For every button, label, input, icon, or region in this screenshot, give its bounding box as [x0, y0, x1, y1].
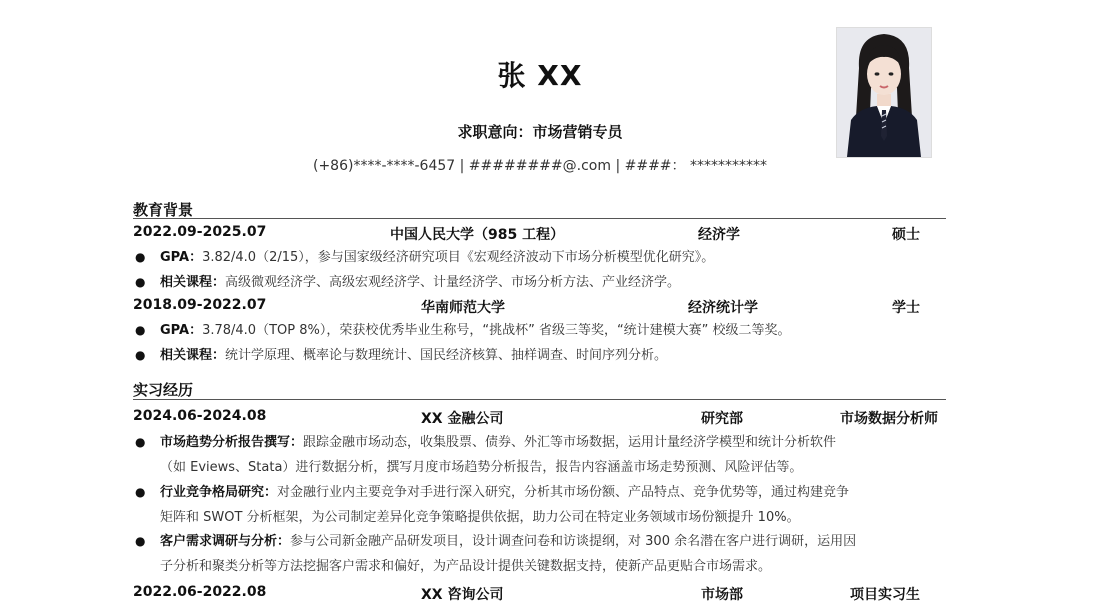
- bullet-text: 跟踪金融市场动态，收集股票、债券、外汇等市场数据，运用计量经济学模型和统计分析软件: [303, 435, 837, 450]
- bullet-icon: ●: [135, 534, 146, 548]
- education-entry-header: [133, 224, 946, 246]
- bullet-lead: 相关课程：: [160, 275, 226, 290]
- bullet-lead: 客户需求调研与分析：: [160, 534, 291, 549]
- entry-date: 2022.09-2025.07: [133, 224, 267, 240]
- bullet-icon: ●: [135, 435, 146, 449]
- bullet-icon: ●: [135, 485, 146, 499]
- profile-photo: [836, 27, 932, 158]
- bullet-text: 3.82/4.0（2/15），参与国家级经济研究项目《宏观经济波动下市场分析模型优化研究》。: [202, 250, 715, 265]
- contact-info: (+86)****-****-6457 | ########@.com | ####： ***********: [312, 158, 767, 174]
- education-entry-header: [133, 297, 946, 319]
- internship-entry-header: [133, 584, 946, 606]
- bullet-text: 参与公司新金融产品研发项目，设计调查问卷和访谈提纲，对 300 余名潜在客户进行调研，运用因: [290, 534, 857, 549]
- school-name: 华南师范大学: [421, 300, 505, 316]
- major: 经济学: [698, 227, 740, 243]
- bullet-text: （如 Eviews、Stata）进行数据分析，撰写月度市场趋势分析报告，报告内容涵盖市场走势预测、风险评估等。: [160, 460, 803, 475]
- company-name: XX 咨询公司: [421, 587, 504, 603]
- candidate-name: 张 XX: [497, 59, 583, 92]
- department: 研究部: [701, 411, 743, 427]
- bullet-lead: 行业竞争格局研究：: [160, 485, 278, 500]
- section-title-education: 教育背景: [133, 201, 194, 219]
- bullet-text: 统计学原理、概率论与数理统计、国民经济核算、抽样调查、时间序列分析。: [225, 348, 668, 363]
- company-name: XX 金融公司: [421, 411, 504, 427]
- job-intent: 求职意向：市场营销专员: [457, 123, 623, 141]
- bullet-icon: ●: [135, 275, 146, 289]
- bullet-lead: 市场趋势分析报告撰写：: [160, 435, 304, 450]
- entry-date: 2018.09-2022.07: [133, 297, 267, 313]
- bullet-icon: ●: [135, 348, 146, 362]
- bullet-text: 矩阵和 SWOT 分析框架，为公司制定差异化竞争策略提供依据，助力公司在特定业务领域市场份额提升 10%。: [160, 510, 800, 525]
- bullet-lead: 相关课程：: [160, 348, 226, 363]
- section-title-internship: 实习经历: [133, 381, 194, 399]
- bullet-text: 子分析和聚类分析等方法挖掘客户需求和偏好，为产品设计提供关键数据支持，使新产品更贴合市场需求。: [160, 559, 772, 574]
- role: 市场数据分析师: [840, 411, 938, 427]
- bullet-lead: GPA：: [160, 250, 203, 265]
- department: 市场部: [701, 587, 743, 603]
- bullet-text: 对金融行业内主要竞争对手进行深入研究，分析其市场份额、产品特点、竞争优势等，通过构建竞争: [277, 485, 850, 500]
- bullet-text: 高级微观经济学、高级宏观经济学、计量经济学、市场分析方法、产业经济学。: [225, 275, 681, 290]
- role: 项目实习生: [850, 587, 920, 603]
- entry-date: 2022.06-2022.08: [133, 584, 267, 600]
- internship-entry-header: [133, 408, 946, 430]
- degree: 学士: [892, 300, 920, 316]
- school-name: 中国人民大学（985 工程）: [390, 227, 565, 243]
- bullet-icon: ●: [135, 323, 146, 337]
- bullet-text: 3.78/4.0（TOP 8%），荣获校优秀毕业生称号，“挑战杯” 省级三等奖，“统计建模大赛” 校级二等奖。: [202, 323, 791, 338]
- major: 经济统计学: [688, 300, 758, 316]
- entry-date: 2024.06-2024.08: [133, 408, 267, 424]
- bullet-lead: GPA：: [160, 323, 203, 338]
- bullet-icon: ●: [135, 250, 146, 264]
- section-divider: [133, 218, 946, 219]
- section-divider: [133, 399, 946, 400]
- degree: 硕士: [892, 227, 920, 243]
